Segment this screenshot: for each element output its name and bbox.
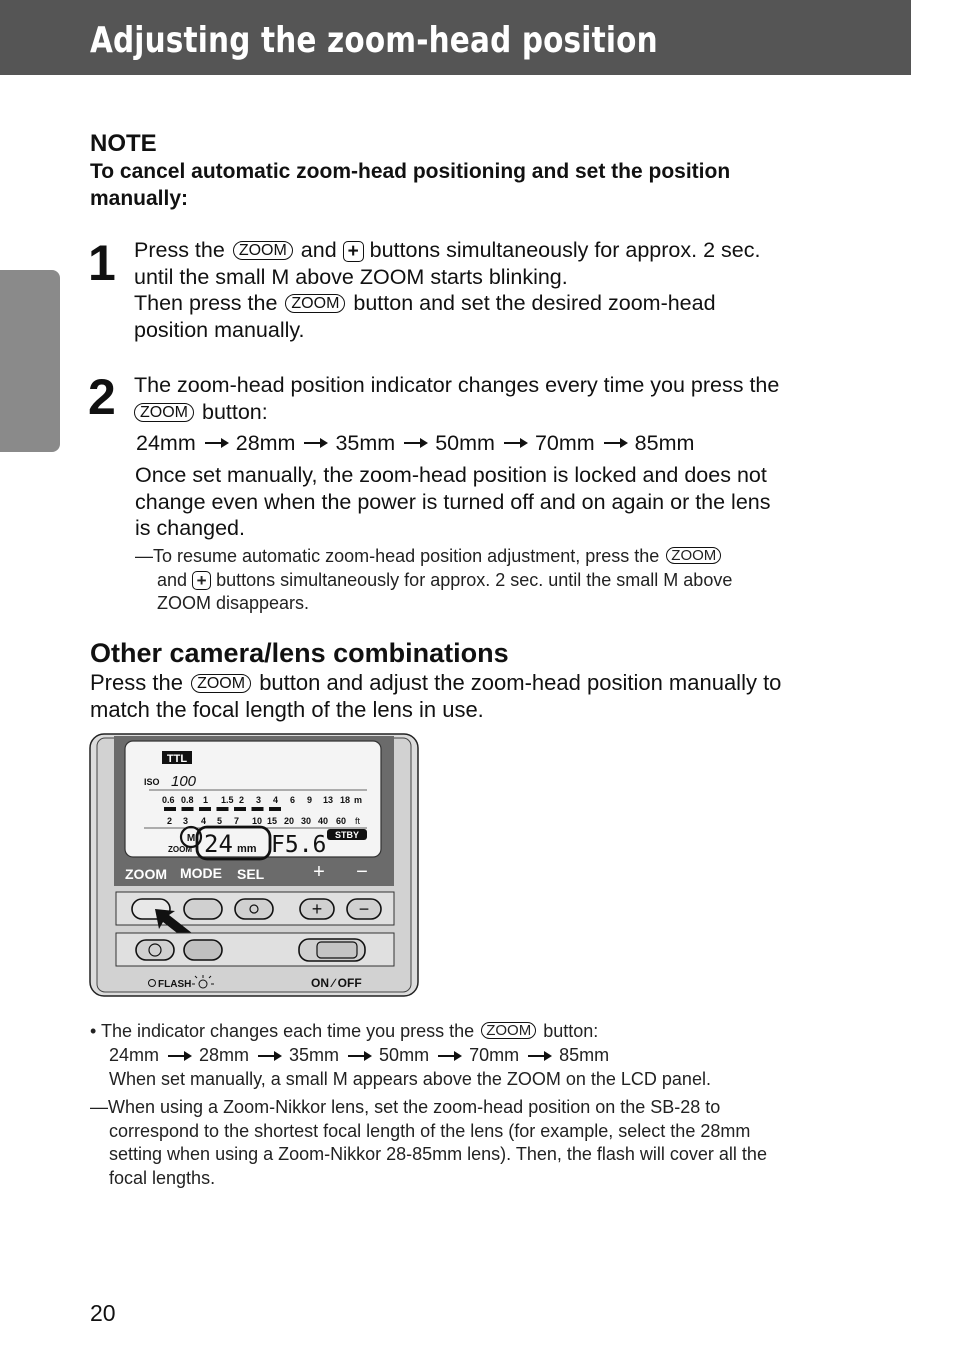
zoom-button-icon: ZOOM [481,1022,536,1039]
plus-button-icon: + [192,571,211,590]
arrow-right-icon [404,442,426,444]
distance-scale-m-label: 2 [239,795,245,805]
sequence-item: 50mm [435,431,495,455]
arrow-right-icon [438,1055,460,1057]
sequence-item: 28mm [235,431,296,455]
light-button [184,940,222,960]
text-line: When set manually, a small M appears above the ZOOM on the LCD panel. [109,1069,711,1089]
zoom-value: 24 [204,830,233,858]
text-line: until the small M above ZOOM starts blinking. [134,264,568,289]
range-bar-segment [234,807,246,811]
stby-label: STBY [334,830,360,840]
text-line: The zoom-head position indicator changes every time you press the [134,373,780,397]
text-span: button: [543,1021,599,1041]
text-line [134,237,760,264]
flash-control-panel-illustration [89,733,419,997]
distance-scale-m-label: 4 [273,795,279,805]
range-bar-segment [269,807,281,811]
page-number: 20 [90,1300,116,1326]
text-line: match the focal length of the lens in use. [90,697,484,722]
distance-scale-ft-label: 30 [301,816,312,826]
arrow-right-icon [348,1055,370,1057]
zoom-small-label: ZOOM [168,845,192,854]
range-bar-segment [164,807,176,811]
text-span: and [300,238,337,262]
sequence-item: 85mm [559,1045,610,1065]
text-span: Then press the [134,291,278,315]
distance-scale-ft-label: 5 [217,816,223,826]
mm-unit: mm [237,843,257,855]
indicator-bullet [90,1020,598,1044]
text-line: position manually. [134,317,305,342]
minus-button-label: − [358,899,370,919]
text-line [90,1020,598,1044]
text-line: setting when using a Zoom-Nikkor 28-85mm lens). Then, the flash will cover all the [109,1144,767,1164]
arrow-right-icon [304,442,326,444]
text-line: focal lengths. [109,1167,216,1188]
distance-scale-m-label: 3 [256,795,262,805]
text-span: Press the [134,238,225,262]
plus-label: + [313,861,325,883]
sequence-item: 24mm [136,431,196,455]
ttl-label: TTL [166,753,188,765]
m-indicator: M [186,833,196,844]
distance-scale-m-label: 6 [290,795,296,805]
range-bar-segment [252,807,264,811]
distance-scale-m-label: 13 [323,795,334,805]
range-bar-segment [182,807,194,811]
text-line: change even when the power is turned off and on again or the lens [135,489,771,514]
distance-scale-ft-label: 20 [284,816,295,826]
text-line: ZOOM disappears. [157,593,310,613]
distance-scale-m-label: 0.6 [162,795,175,805]
zoom-nikkor-note [90,1096,767,1190]
distance-scale-ft-label: 10 [252,816,263,826]
sequence-item: 24mm [109,1045,160,1065]
side-tab [0,270,60,452]
aperture-value: F5.6 [271,832,327,858]
unit-m: m [354,795,363,805]
distance-scale-ft-label: 4 [201,816,207,826]
sequence-item: 70mm [469,1045,520,1065]
text-span: Press the [90,670,183,695]
sequence-item: 85mm [634,431,695,455]
range-bar-segment [217,807,229,811]
text-span: and [157,569,188,590]
minus-label: − [356,861,368,883]
text-line [90,669,781,696]
text-line: Once set manually, the zoom-head position is locked and does not [135,463,767,487]
iso-label: ISO [144,777,160,787]
distance-scale-ft-label: 3 [183,816,189,826]
section-heading: Other camera/lens combinations [90,638,509,668]
zoom-button-icon: ZOOM [666,547,721,564]
text-line: —When using a Zoom-Nikkor lens, set the zoom-head position on the SB-28 to [90,1097,721,1117]
zoom-label: ZOOM [125,866,167,882]
zoom-sequence [136,430,694,457]
text-line [135,545,732,569]
step-number-1: 1 [88,235,116,291]
page-title: Adjusting the zoom-head position [90,20,658,61]
plus-button-label: + [311,899,323,919]
sel-label: SEL [237,866,265,882]
text-line: correspond to the shortest focal length of the lens (for example, select the 28mm [109,1120,751,1141]
arrow-right-icon [258,1055,280,1057]
mode-label: MODE [180,865,222,881]
text-line [134,399,779,426]
iso-value: 100 [171,773,197,790]
sequence-item: 35mm [289,1045,340,1065]
mode-button [184,899,222,919]
power-button-inner [317,942,357,958]
arrow-right-icon [504,442,526,444]
arrow-right-icon [168,1055,190,1057]
distance-scale-m-label: 0.8 [181,795,194,805]
distance-scale-m-label: 9 [307,795,313,805]
arrow-right-icon [205,442,227,444]
flash-label: FLASH [158,979,192,990]
text-span: button and adjust the zoom-head position manually to [259,670,782,695]
plus-button-icon: + [343,241,364,262]
distance-scale-ft-label: 7 [234,816,240,826]
note-subheading-line: To cancel automatic zoom-head positioning and set the position [90,160,731,183]
distance-scale-m-label: 1.5 [221,795,234,805]
note-heading: NOTE [90,130,157,157]
distance-scale-m-label: 1 [203,795,209,805]
distance-scale-ft-label: 2 [167,816,173,826]
step-2-paragraph [135,462,771,542]
text-line [134,290,760,317]
zoom-button-icon: ZOOM [285,294,345,313]
text-line: is changed. [135,516,245,540]
test-button [136,940,174,960]
onoff-label: ON ∕ OFF [311,976,362,990]
step-2-text [134,372,779,425]
text-span: button and set the desired zoom-head [353,291,716,315]
text-span: • The indicator changes each time you press the [90,1021,475,1041]
resume-note [135,545,732,616]
sequence-item: 70mm [534,431,595,455]
distance-scale-ft-label: 60 [336,816,347,826]
note-subheading-line: manually: [90,187,189,210]
text-line [135,569,732,593]
distance-scale-ft-label: 40 [318,816,329,826]
step-number-2: 2 [88,369,116,425]
sel-button [235,899,273,919]
zoom-button-icon: ZOOM [233,241,293,260]
text-span: button: [201,399,268,424]
text-span: buttons simultaneously for approx. 2 sec. [369,238,761,262]
bullet-zoom-sequence [109,1044,609,1068]
step-1-text [134,237,760,343]
section-body [90,669,781,723]
sequence-item: 28mm [199,1045,250,1065]
distance-scale-ft-label: 15 [267,816,278,826]
text-span: —To resume automatic zoom-head position adjustment, press the [135,546,660,566]
note-subheading [90,158,850,212]
sequence-item: 35mm [335,431,396,455]
zoom-button-icon: ZOOM [134,403,194,422]
text-span: buttons simultaneously for approx. 2 sec. until the small M above [216,569,733,590]
distance-scale-m-label: 18 [340,795,351,805]
range-bar-segment [199,807,211,811]
arrow-right-icon [604,442,626,444]
arrow-right-icon [528,1055,550,1057]
zoom-button-icon: ZOOM [191,674,251,693]
unit-ft: ft [355,816,361,826]
sequence-item: 50mm [379,1045,430,1065]
